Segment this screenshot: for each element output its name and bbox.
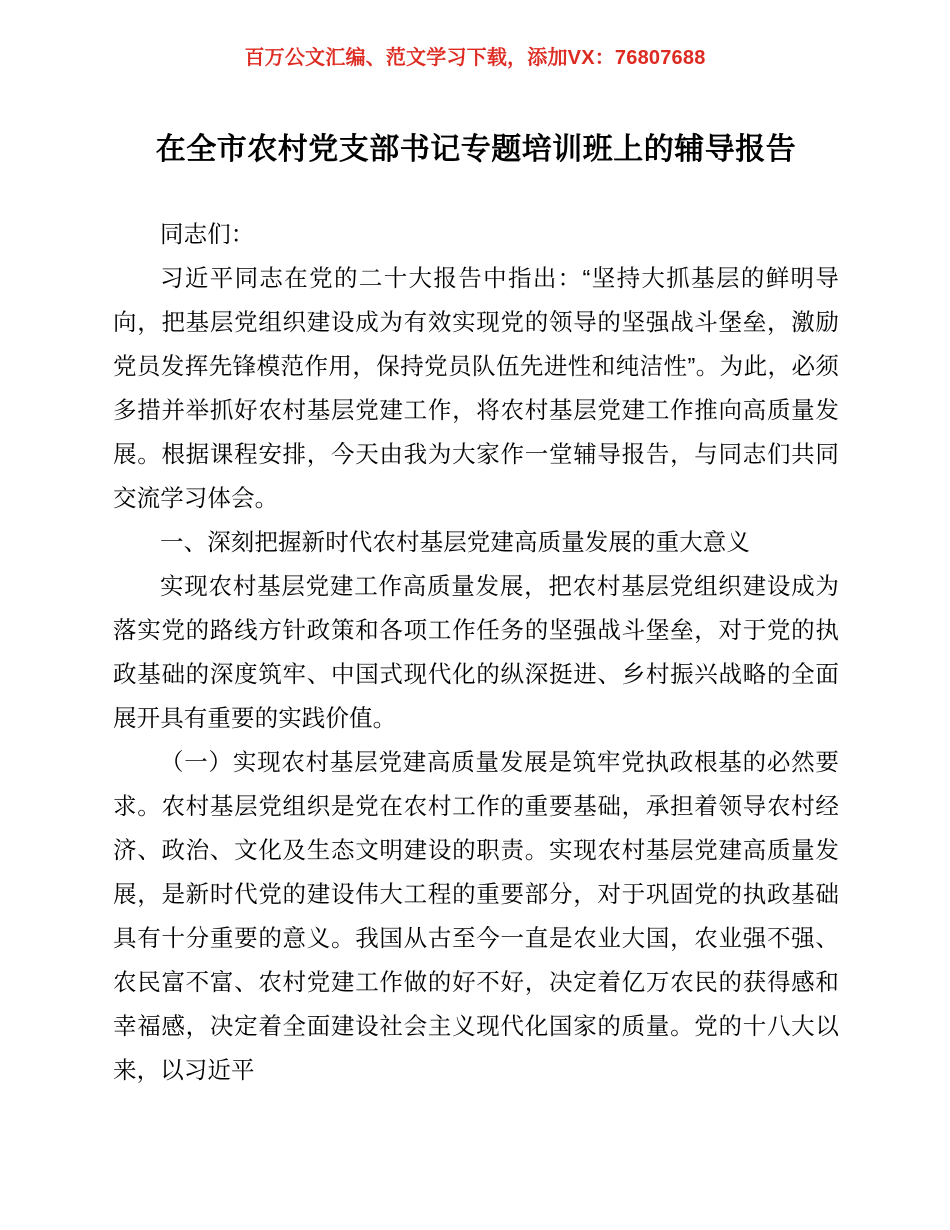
document-title: 在全市农村党支部书记专题培训班上的辅导报告	[155, 133, 797, 167]
paragraph-intro: 习近平同志在党的二十大报告中指出：“坚持大抓基层的鲜明导向，把基层党组织建设成为有效实现党的领导的坚强战斗堡垒，激励党员发挥先锋模范作用，保持党员队伍先进性和纯洁性”。为此，必须多措并举抓好农村基层党建工作，将农村基层党建工作推向高质量发展。根据课程安排，今天由我为大家作一堂辅导报告，与同志们共同交流学习体会。	[113, 265, 839, 511]
promo-banner-text: 百万公文汇编、范文学习下载，添加VX：76807688	[244, 47, 706, 69]
promo-banner	[0, 46, 950, 70]
document-body	[113, 212, 839, 1092]
subsection-one-one-paragraph: （一）实现农村基层党建高质量发展是筑牢党执政根基的必然要求。农村基层党组织是党在农村工作的重要基础，承担着领导农村经济、政治、文化及生态文明建设的职责。实现农村基层党建高质量发展，是新时代党的建设伟大工程的重要部分，对于巩固党的执政基础具有十分重要的意义。我国从古至今一直是农业大国，农业强不强、农民富不富、农村党建工作做的好不好，决定着亿万农民的获得感和幸福感，决定着全面建设社会主义现代化国家的质量。党的十八大以来，以习近平	[113, 749, 839, 1083]
section-one-lead-paragraph: 实现农村基层党建工作高质量发展，把农村基层党组织建设成为落实党的路线方针政策和各项工作任务的坚强战斗堡垒，对于党的执政基础的深度筑牢、中国式现代化的纵深挺进、乡村振兴战略的全面展开具有重要的实践价值。	[113, 573, 839, 731]
section-heading-one: 一、深刻把握新时代农村基层党建高质量发展的重大意义	[160, 529, 750, 555]
salutation: 同志们：	[160, 221, 255, 247]
